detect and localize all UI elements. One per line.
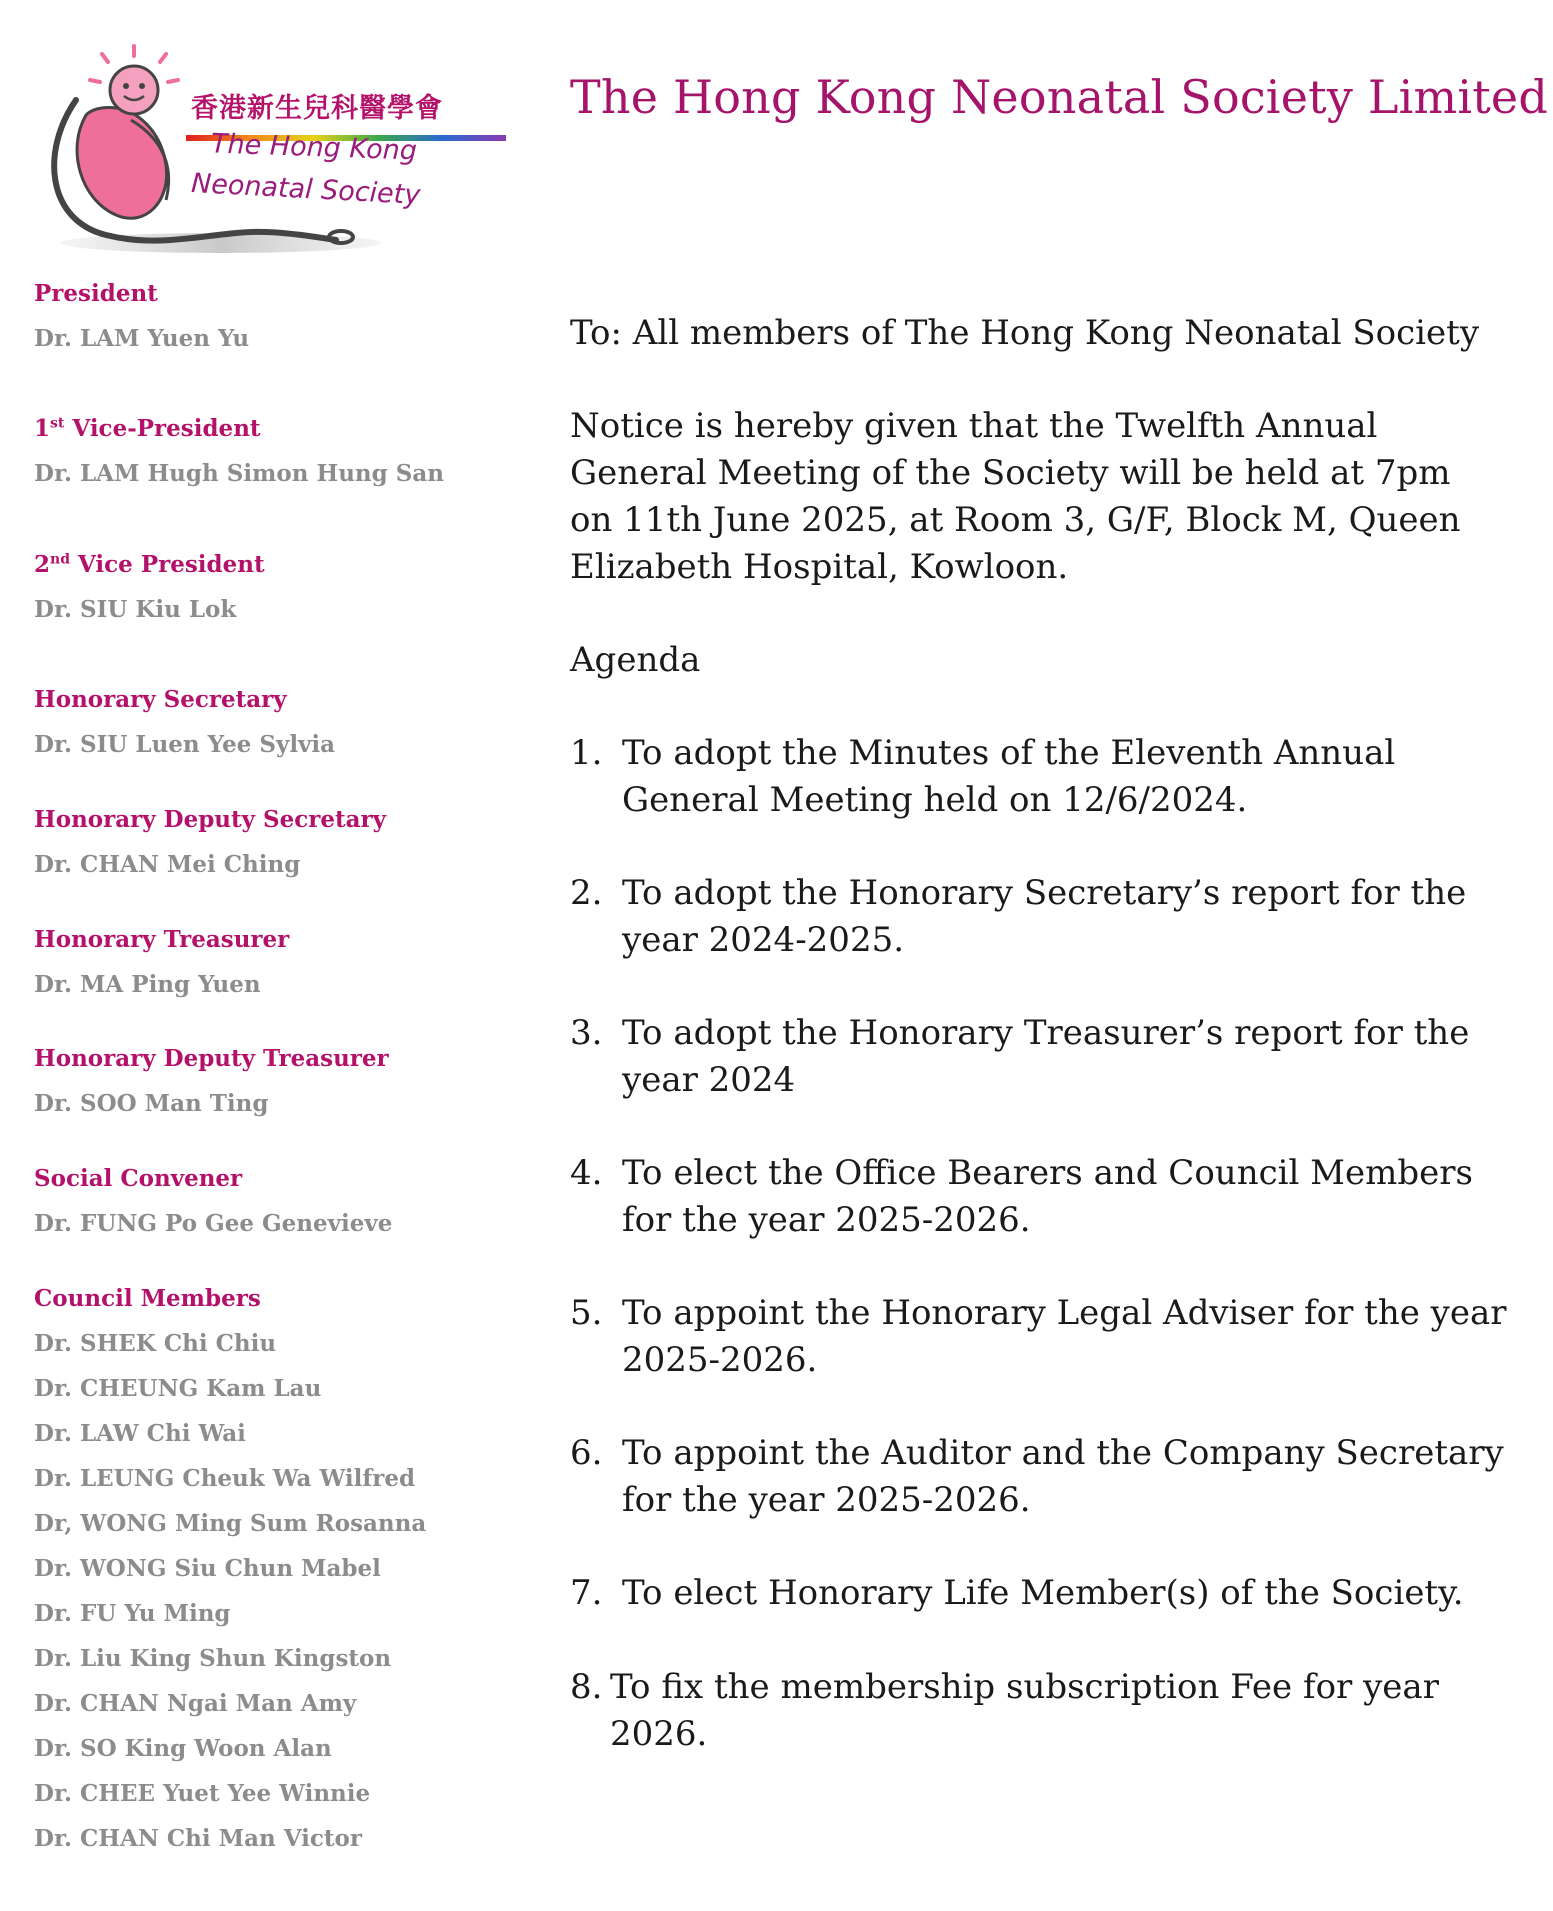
- role-title: Council Members: [34, 1285, 261, 1312]
- honorary-deputy-secretary-group: [34, 805, 386, 895]
- council-member-name: Dr. LAW Chi Wai: [34, 1420, 246, 1447]
- agenda-item-text: To elect Honorary Life Member(s) of the Society.: [622, 1573, 1464, 1613]
- role-ordinal: 1: [34, 415, 51, 442]
- role-title: Honorary Treasurer: [34, 926, 290, 953]
- agenda-item-text: To appoint the Auditor and the Company Secretary for the year 2025-2026.: [622, 1433, 1504, 1520]
- agenda-item: [570, 1010, 1530, 1104]
- honorary-deputy-treasurer-group: [34, 1044, 389, 1134]
- vice-president-1-group: [34, 414, 444, 504]
- council-member-name: Dr. CHAN Chi Man Victor: [34, 1825, 363, 1852]
- person-name: Dr. LAM Hugh Simon Hung San: [34, 460, 444, 487]
- logo-english-line-2: Neonatal Society: [190, 168, 422, 211]
- agenda-item-number: 6.: [570, 1433, 603, 1473]
- vice-president-2-group: [34, 550, 265, 640]
- agenda-item: [570, 870, 1530, 964]
- agenda-item-number: 5.: [570, 1293, 603, 1333]
- agenda-item-number: 8.: [570, 1667, 603, 1707]
- council-member-name: Dr. CHAN Ngai Man Amy: [34, 1690, 357, 1717]
- agenda-item-text: To elect the Office Bearers and Council Members for the year 2025-2026.: [622, 1153, 1473, 1240]
- role-title: Honorary Deputy Treasurer: [34, 1045, 389, 1072]
- society-logo: [36, 40, 506, 265]
- council-member-name: Dr. CHEUNG Kam Lau: [34, 1375, 322, 1402]
- agenda-item-text: To fix the membership subscription Fee for year 2026.: [610, 1667, 1439, 1754]
- role-label: Vice President: [69, 551, 265, 578]
- agenda-item: [570, 1150, 1530, 1244]
- role-label: Vice-President: [64, 415, 261, 442]
- role-ordinal: 2: [34, 551, 51, 578]
- president-group: [34, 279, 249, 369]
- logo-chinese-name: 香港新生兒科醫學會: [191, 93, 443, 124]
- council-member-name: Dr. LEUNG Cheuk Wa Wilfred: [34, 1465, 416, 1492]
- council-member-name: Dr. FU Yu Ming: [34, 1600, 231, 1627]
- council-member-name: Dr. SHEK Chi Chiu: [34, 1330, 277, 1357]
- agenda-heading: Agenda: [570, 640, 701, 680]
- person-name: Dr. LAM Yuen Yu: [34, 325, 250, 352]
- honorary-secretary-group: [34, 685, 335, 775]
- honorary-treasurer-group: [34, 925, 289, 1015]
- agenda-item: [570, 1430, 1530, 1524]
- agenda-item-text: To adopt the Honorary Secretary’s report for the year 2024-2025.: [622, 873, 1467, 960]
- council-member-name: Dr, WONG Ming Sum Rosanna: [34, 1510, 427, 1537]
- agenda-item: [570, 730, 1530, 824]
- agenda-item-text: To adopt the Minutes of the Eleventh Annual General Meeting held on 12/6/2024.: [622, 733, 1396, 820]
- agenda-item-text: To adopt the Honorary Treasurer’s report for the year 2024: [622, 1013, 1470, 1100]
- role-title: [34, 550, 265, 580]
- notice-paragraph: Notice is hereby given that the Twelfth Annual General Meeting of the Society will be held at 7pm on 11th June 2025, at Room 3, G/F, Block M, Queen Elizabeth Hospital, Kowloon.: [570, 406, 1461, 587]
- agenda-item-number: 1.: [570, 733, 603, 773]
- social-convener-group: [34, 1164, 392, 1254]
- person-name: Dr. CHAN Mei Ching: [34, 851, 301, 878]
- logo-english-line-1: The Hong Kong: [210, 128, 418, 167]
- role-title: [34, 414, 444, 444]
- agenda-item-number: 4.: [570, 1153, 603, 1193]
- council-member-name: Dr. Liu King Shun Kingston: [34, 1645, 392, 1672]
- role-ordinal-suffix: st: [50, 415, 65, 432]
- council-member-name: Dr. SO King Woon Alan: [34, 1735, 332, 1762]
- organization-title: The Hong Kong Neonatal Society Limited: [570, 70, 1548, 124]
- council-member-name: Dr. CHEE Yuet Yee Winnie: [34, 1780, 371, 1807]
- role-title: President: [34, 280, 158, 307]
- agenda-item: [570, 1570, 1530, 1617]
- person-name: Dr. SOO Man Ting: [34, 1090, 269, 1117]
- agenda-item-number: 2.: [570, 873, 603, 913]
- person-name: Dr. MA Ping Yuen: [34, 971, 261, 998]
- role-title: Honorary Deputy Secretary: [34, 806, 387, 833]
- person-name: Dr. SIU Kiu Lok: [34, 596, 237, 623]
- role-ordinal-suffix: nd: [50, 551, 70, 568]
- council-members-group: [34, 1284, 426, 1869]
- council-member-name: Dr. WONG Siu Chun Mabel: [34, 1555, 381, 1582]
- agenda-item-number: 3.: [570, 1013, 603, 1053]
- role-title: Social Convener: [34, 1165, 243, 1192]
- agenda-item-number: 7.: [570, 1573, 603, 1613]
- agenda-item: [570, 1664, 1530, 1758]
- agenda-item: [570, 1290, 1530, 1384]
- addressee-line: To: All members of The Hong Kong Neonatal Society: [570, 313, 1480, 353]
- person-name: Dr. FUNG Po Gee Genevieve: [34, 1210, 393, 1237]
- person-name: Dr. SIU Luen Yee Sylvia: [34, 731, 336, 758]
- role-title: Honorary Secretary: [34, 686, 287, 713]
- agenda-item-text: To appoint the Honorary Legal Adviser for the year 2025-2026.: [622, 1293, 1507, 1380]
